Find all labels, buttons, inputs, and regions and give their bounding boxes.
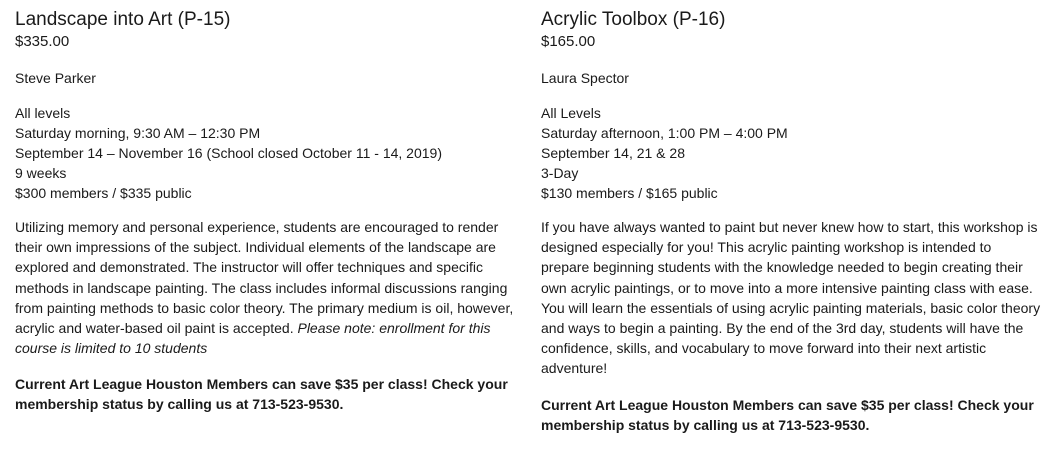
course-price: $165.00 <box>541 33 596 50</box>
course-description <box>541 217 1041 379</box>
member-promo: Current Art League Houston Members can save $35 per class! Check your membership status by calling us at 713-523-9530. <box>541 396 1034 433</box>
course-description <box>15 217 515 358</box>
course-price: $335.00 <box>15 33 70 50</box>
course-level: All levels <box>15 105 71 121</box>
enrollment-note: Please note: enrollment for this course is limited to 10 students <box>15 320 491 357</box>
member-promo: Current Art League Houston Members can save $35 per class! Check your membership status by calling us at 713-523-9530. <box>15 376 508 413</box>
course-details <box>541 103 1041 203</box>
course-schedule: Saturday morning, 9:30 AM – 12:30 PM <box>15 125 261 141</box>
course-instructor: Laura Spector <box>541 70 629 86</box>
course-pricing: $300 members / $335 public <box>15 185 192 201</box>
course-card-acrylic-toolbox <box>541 8 1041 435</box>
course-schedule: Saturday afternoon, 1:00 PM – 4:00 PM <box>541 125 788 141</box>
course-duration: 9 weeks <box>15 165 67 181</box>
course-details <box>15 103 515 203</box>
course-instructor: Steve Parker <box>15 70 96 86</box>
course-description-text: If you have always wanted to paint but never knew how to start, this workshop is designed especially for you! This acrylic painting workshop is intended to prepare beginning students with the knowledge needed to begin creating their own acrylic paintings, or to move into a more intensive painting class with ease. You will learn the essentials of using acrylic painting materials, basic color theory and ways to begin a painting. By the end of the 3rd day, students will have the confidence, skills, and vocabulary to move forward into their next artistic adventure! <box>541 219 1041 377</box>
course-title: Acrylic Toolbox (P-16) <box>541 9 726 30</box>
course-card-landscape-into-art <box>15 8 515 414</box>
course-pricing: $130 members / $165 public <box>541 185 718 201</box>
course-dates: September 14, 21 & 28 <box>541 145 685 161</box>
course-description-text: Utilizing memory and personal experience, students are encouraged to render their own impressions of the subject. Individual elements of the landscape are explored and demonstrated. The instructor will offer techniques and specific methods in landscape painting. The class includes informal discussions ranging from painting methods to basic color theory. The primary medium is oil, however, acrylic and water-based oil paint is accepted. <box>15 219 514 337</box>
course-title: Landscape into Art (P-15) <box>15 9 231 30</box>
course-dates: September 14 – November 16 (School closed October 11 - 14, 2019) <box>15 145 442 161</box>
course-level: All Levels <box>541 105 601 121</box>
course-duration: 3-Day <box>541 165 579 181</box>
